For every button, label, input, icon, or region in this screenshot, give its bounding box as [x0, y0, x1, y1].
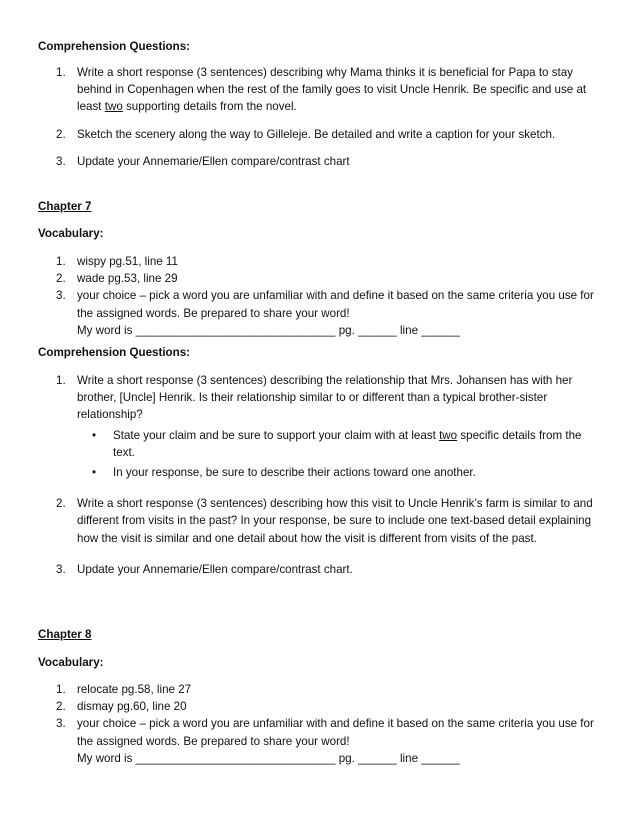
chapter-7-comp-list: [0, 372, 597, 578]
list-item: 1. wispy pg.51, line 11: [56, 255, 178, 268]
list-item: 3. Update your Annemarie/Ellen compare/contrast chart: [56, 154, 350, 168]
list-item: 2. Sketch the scenery along the way to Gilleleje. Be detailed and write a caption for your sketch.: [56, 127, 556, 141]
list-item: 3. Update your Annemarie/Ellen compare/contrast chart.: [56, 562, 353, 576]
list-item: 3. your choice – pick a word you are unfamiliar with and define it based on the same criteria you use for the assigned words. Be prepared to share your word! My word is _______________________________ pg. ______ line ______: [56, 717, 594, 765]
chapter-8-vocab-heading: Vocabulary:: [38, 656, 104, 669]
bullet-icon: •: [92, 466, 97, 480]
chapter-7-comp-heading: Comprehension Questions:: [38, 346, 191, 359]
chapter-7-title: Chapter 7: [38, 200, 92, 213]
list-item: 1. Write a short response (3 sentences) describing the relationship that Mrs. Johansen has with her brother, [Uncle] Henrik. Is their relationship similar to or different than a typical brother-sister relationship? • State your claim and be sure to support your claim with at least two specific details from the text. • In your response, be sure to describe their actions toward one another.: [0, 372, 597, 481]
chapter-7-vocab-list: [0, 253, 597, 339]
comprehension-list: [0, 64, 597, 170]
bullet-list: [77, 427, 597, 482]
bullet-icon: •: [92, 428, 97, 442]
section-heading-comprehension: Comprehension Questions:: [38, 40, 191, 53]
list-item: 2. wade pg.53, line 29: [56, 272, 178, 286]
chapter-8-title: Chapter 8: [38, 628, 92, 641]
chapter-8-vocab-list: [0, 681, 597, 767]
list-item: 2. Write a short response (3 sentences) describing how this visit to Uncle Henrik’s farm is similar to and different from visits in the past? In your response, be sure to include one text-based detail explaining how the visit is similar and one detail about how the visit is different from visits of the past.: [56, 497, 593, 545]
list-item: 1. relocate pg.58, line 27: [56, 683, 192, 696]
list-item: 2. dismay pg.60, line 20: [56, 700, 187, 714]
bullet-item: • In your response, be sure to describe their actions toward one another.: [77, 464, 595, 481]
bullet-item: • State your claim and be sure to support your claim with at least two specific details from the text.: [92, 428, 582, 459]
chapter-7-vocab-heading: Vocabulary:: [38, 227, 104, 240]
list-item: 1. Write a short response (3 sentences) describing why Mama thinks it is beneficial for Papa to stay behind in Copenhagen when the rest of the family goes to visit Uncle Henrik. Be specific and use at least two supporting details from the novel.: [56, 66, 587, 114]
list-item: 3. your choice – pick a word you are unfamiliar with and define it based on the same criteria you use for the assigned words. Be prepared to share your word! My word is _______________________________ pg. ______ line ______: [56, 289, 594, 337]
